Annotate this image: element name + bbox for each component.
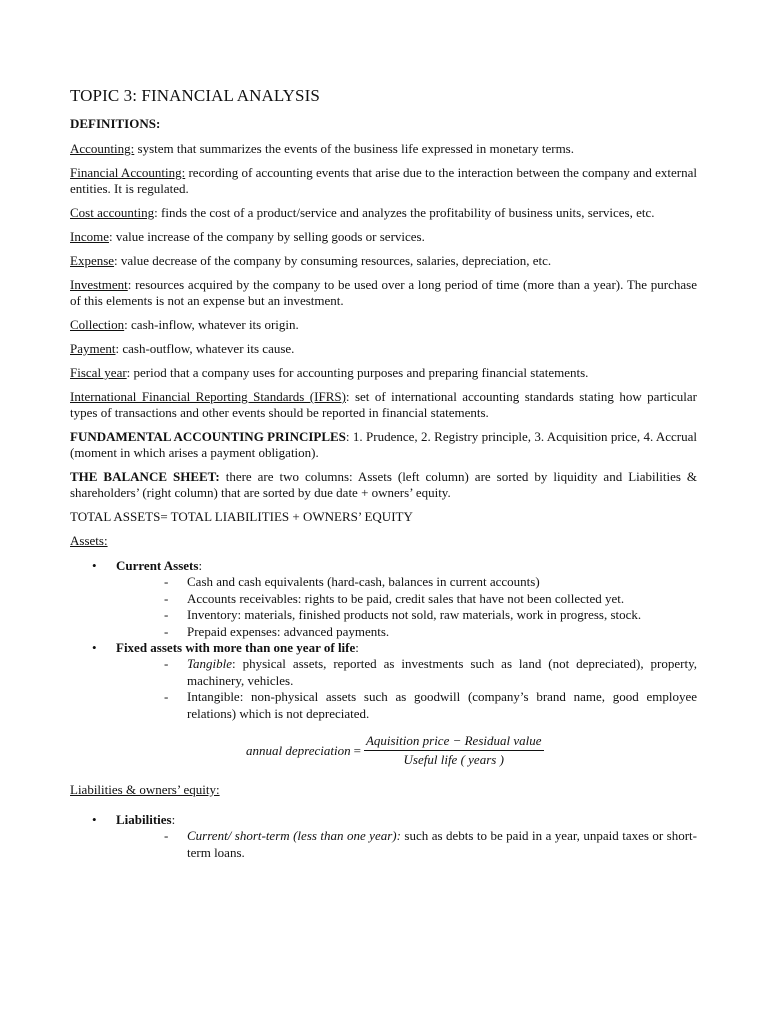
balance-sheet-paragraph xyxy=(70,469,697,501)
liabilities-label: Liabilities & owners’ equity: xyxy=(70,782,220,797)
liabilities-item xyxy=(70,812,697,828)
definition-text: : resources acquired by the company to be used over a long period of time (more than a year). The purchase of this elements is not an expense but an investment. xyxy=(70,277,697,308)
list-item xyxy=(140,689,697,722)
accounting-principles xyxy=(70,429,697,461)
tangible-term: Tangible xyxy=(187,656,233,671)
definition-accounting xyxy=(70,141,697,157)
definition-term: International Financial Reporting Standards (IFRS) xyxy=(70,389,346,404)
dash-icon: - xyxy=(164,623,169,639)
liabilities-list xyxy=(70,812,697,828)
current-liabilities-text: such as debts to be paid in a year, unpaid taxes or short-term loans. xyxy=(187,828,697,860)
liabilities-suffix: : xyxy=(171,812,176,827)
definition-term: Payment xyxy=(70,341,116,356)
page-title: TOPIC 3: FINANCIAL ANALYSIS xyxy=(70,86,320,105)
balance-sheet-label: THE BALANCE SHEET: xyxy=(70,469,220,484)
list-item xyxy=(140,591,697,608)
list-item xyxy=(140,607,697,624)
assets-heading xyxy=(70,533,697,549)
current-assets-sublist xyxy=(140,574,697,640)
definition-cost-accounting xyxy=(70,205,697,221)
definition-expense xyxy=(70,253,697,269)
definition-financial-accounting xyxy=(70,165,697,197)
definition-text: system that summarizes the events of the business life expressed in monetary terms. xyxy=(134,141,574,156)
definition-term: Investment xyxy=(70,277,128,292)
definition-text: : cash-outflow, whatever its cause. xyxy=(115,341,295,356)
definition-text: : period that a company uses for accounting purposes and preparing financial statements. xyxy=(126,365,589,380)
current-liabilities-term: Current/ short-term (less than one year): xyxy=(187,828,401,843)
definition-term: Collection xyxy=(70,317,125,332)
formula-numerator: Aquisition price − Residual value xyxy=(364,733,544,751)
definition-term: Accounting: xyxy=(70,141,135,156)
assets-list xyxy=(70,558,697,574)
intangible-text: Intangible: non-physical assets such as goodwill (company’s brand name, good employee relations) which is not depreciated. xyxy=(187,689,697,721)
definition-text: recording of accounting events that arise due to the interaction between the company and external entities. It is regulated. xyxy=(70,165,698,196)
dash-icon: - xyxy=(164,828,169,843)
liabilities-sub-label: Liabilities xyxy=(116,812,172,827)
current-assets-suffix: : xyxy=(198,558,203,573)
dash-icon: - xyxy=(164,607,169,622)
definition-term: Cost accounting xyxy=(70,205,155,220)
list-item xyxy=(140,828,697,861)
list-item-text: Prepaid expenses: advanced payments. xyxy=(187,623,390,639)
definition-text: : value increase of the company by selling goods or services. xyxy=(108,229,425,244)
definition-fiscal-year xyxy=(70,365,697,381)
accounting-equation: TOTAL ASSETS= TOTAL LIABILITIES + OWNERS’ EQUITY xyxy=(70,509,413,524)
current-assets-item xyxy=(70,558,697,574)
fixed-assets-label: Fixed assets with more than one year of life xyxy=(116,640,356,655)
formula-equals: = xyxy=(353,742,361,758)
principles-text: : 1. Prudence, 2. Registry principle, 3. Acquisition price, 4. Accrual (moment in which arises a payment obligation). xyxy=(70,429,697,460)
list-item xyxy=(140,574,697,591)
current-assets-label: Current Assets xyxy=(116,558,199,573)
fixed-assets-suffix: : xyxy=(355,640,359,655)
list-item-text: Cash and cash equivalents (hard-cash, balances in current accounts) xyxy=(187,574,540,589)
dash-icon: - xyxy=(164,590,169,606)
definition-term: Fiscal year xyxy=(70,365,127,380)
definition-text: : finds the cost of a product/service and analyzes the profitability of business units, services, etc. xyxy=(154,205,655,220)
bullet-icon: • xyxy=(92,558,97,573)
definition-term: Income xyxy=(70,229,109,244)
definition-text: : value decrease of the company by consuming resources, salaries, depreciation, etc. xyxy=(114,253,552,268)
definitions-heading: DEFINITIONS: xyxy=(70,116,161,131)
dash-icon: - xyxy=(164,689,169,704)
definition-text: : set of international accounting standards stating how particular types of transactions and other events should be reported in financial statements. xyxy=(70,389,697,420)
bullet-icon: • xyxy=(92,812,97,827)
list-item xyxy=(140,656,697,689)
formula-lhs: annual depreciation xyxy=(246,742,351,758)
tangible-text: : physical assets, reported as investments such as land (not depreciated), property, machinery, vehicles. xyxy=(187,656,697,688)
list-item-text: Accounts receivables: rights to be paid, credit sales that have not been collected yet. xyxy=(187,590,625,606)
definition-term: Financial Accounting: xyxy=(70,165,186,180)
document-page xyxy=(70,86,697,861)
depreciation-formula xyxy=(246,733,697,768)
formula-denominator: Useful life ( years ) xyxy=(403,752,504,767)
definition-term: Expense xyxy=(70,253,115,268)
definition-ifrs xyxy=(70,389,697,421)
balance-sheet-text: there are two columns: Assets (left column) are sorted by liquidity and Liabilities & shareholders’ (right column) that are sorted by due date + owners’ equity. xyxy=(70,469,697,500)
definition-income xyxy=(70,229,697,245)
definition-payment xyxy=(70,341,697,357)
dash-icon: - xyxy=(164,656,169,671)
principles-label: FUNDAMENTAL ACCOUNTING PRINCIPLES xyxy=(70,429,346,444)
definition-text: : cash-inflow, whatever its origin. xyxy=(124,317,299,332)
list-item-text: Inventory: materials, finished products not sold, raw materials, work in progress, stock. xyxy=(187,607,642,622)
liabilities-heading xyxy=(70,782,697,798)
formula-fraction xyxy=(364,733,544,768)
fixed-assets-item xyxy=(70,640,697,656)
definitions-list xyxy=(70,141,697,421)
list-item xyxy=(140,624,697,641)
fixed-assets-list xyxy=(70,640,697,656)
dash-icon: - xyxy=(164,574,169,589)
assets-label: Assets: xyxy=(70,533,108,548)
bullet-icon: • xyxy=(92,640,97,655)
fixed-assets-sublist xyxy=(140,656,697,722)
definition-investment xyxy=(70,277,697,309)
liabilities-sublist xyxy=(140,828,697,861)
definition-collection xyxy=(70,317,697,333)
